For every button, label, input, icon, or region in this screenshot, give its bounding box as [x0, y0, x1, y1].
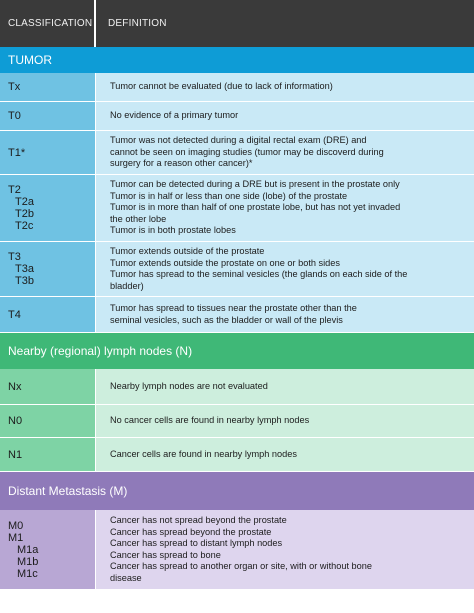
table-header — [0, 0, 474, 47]
classification-code: M1c — [17, 567, 38, 580]
table-row — [0, 510, 474, 590]
definition-line: Cancer has spread beyond the prostate — [110, 526, 272, 537]
definition-line: Tumor is in more than half of one prostate lobe, but has not yet invaded — [110, 202, 401, 213]
classification-code: T2c — [15, 220, 34, 232]
classification-code: Nx — [8, 380, 22, 393]
classification-code: M1a — [17, 543, 39, 556]
definition-line: No cancer cells are found in nearby lymph nodes — [110, 415, 310, 426]
definition-line: Cancer has spread to another organ or site, with or without bone — [110, 561, 372, 571]
definition-line: No evidence of a primary tumor — [110, 110, 239, 121]
definition-line: Tumor was not detected during a digital rectal exam (DRE) and — [110, 135, 367, 146]
classification-code: T4 — [8, 308, 21, 321]
definition-line: cannot be seen on imaging studies (tumor may be discoverd during — [110, 146, 384, 157]
classification-code: T1* — [8, 146, 26, 159]
definition-line: Tumor has spread to tissues near the prostate other than the — [110, 303, 357, 313]
definition-line: Tumor is in half or less than one side (lobe) of the prostate — [110, 190, 348, 201]
classification-code: T2 — [8, 184, 21, 196]
definition-line: Tumor extends outside the prostate on one or both sides — [110, 257, 340, 268]
classification-header: CLASSIFICATION — [0, 0, 96, 47]
definition-line: Cancer cells are found in nearby lymph nodes — [110, 448, 297, 459]
table-row — [0, 438, 474, 472]
classification-code: N1 — [8, 448, 23, 461]
definition-line: Cancer has spread to distant lymph nodes — [110, 538, 283, 548]
definition-line: Tumor cannot be evaluated (due to lack of information) — [110, 81, 333, 92]
definition-line: Tumor can be detected during a DRE but is present in the prostate only — [110, 179, 400, 190]
classification-code: Tx — [8, 81, 21, 93]
table-row — [0, 369, 474, 405]
table-row — [0, 242, 474, 297]
definition-line: Cancer has spread to bone — [110, 549, 221, 560]
classification-code: T3 — [8, 251, 21, 263]
classification-code: M1 — [8, 531, 24, 544]
classification-code: T3b — [15, 275, 34, 287]
classification-code: M0 — [8, 519, 24, 532]
classification-code: N0 — [8, 415, 23, 427]
definition-line: surgery for a reason other cancer)* — [110, 158, 253, 169]
definition-line: Nearby lymph nodes are not evaluated — [110, 380, 268, 391]
definition-line: seminal vesicles, such as the bladder or wall of the plevis — [110, 314, 343, 325]
meta-section-title: Distant Metastasis (M) — [0, 472, 474, 510]
table-row — [0, 175, 474, 242]
tumor-section-title: TUMOR — [0, 47, 474, 73]
definition-line: Tumor is in both prostate lobes — [110, 225, 236, 236]
lymph-section-title: Nearby (regional) lymph nodes (N) — [0, 333, 474, 369]
definition-line: the other lobe — [110, 213, 167, 224]
definition-line: Tumor extends outside of the prostate — [110, 246, 265, 256]
definition-line: disease — [110, 572, 142, 583]
definition-line: bladder) — [110, 280, 144, 291]
table-row — [0, 102, 474, 131]
table-row — [0, 405, 474, 438]
table-row — [0, 131, 474, 175]
definition-line: Tumor has spread to the seminal vesicles (the glands on each side of the — [110, 269, 408, 279]
classification-code: T2b — [15, 208, 34, 220]
table-row — [0, 73, 474, 102]
classification-code: T3a — [15, 263, 34, 275]
classification-code: T2a — [15, 196, 34, 208]
table-row — [0, 297, 474, 333]
definition-header: DEFINITION — [108, 18, 167, 29]
definition-line: Cancer has not spread beyond the prostate — [110, 515, 287, 525]
classification-code: M1b — [17, 555, 39, 568]
classification-code: T0 — [8, 110, 21, 122]
